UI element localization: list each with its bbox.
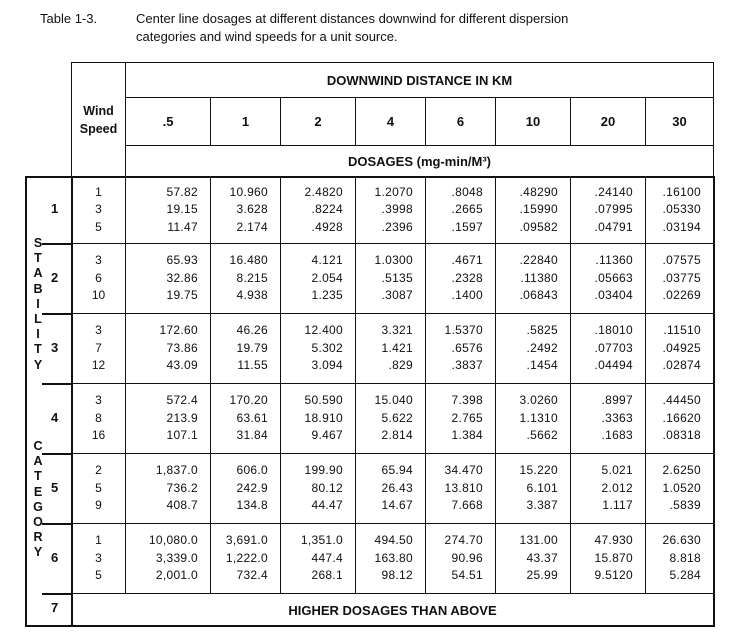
dosage-cell xyxy=(125,243,211,314)
dosage-value: 732.4 xyxy=(236,568,268,583)
dosage-value: .03404 xyxy=(594,288,633,303)
dosage-cell xyxy=(425,176,496,244)
dosage-value: 9.467 xyxy=(311,428,343,443)
dosage-value: 4.121 xyxy=(311,253,343,268)
dosage-value: 1,351.0 xyxy=(300,533,343,548)
dosage-value: 9.5120 xyxy=(594,568,633,583)
dosage-value: 3,339.0 xyxy=(155,550,198,565)
dosage-value: .2328 xyxy=(451,270,483,285)
dosage-value: 274.70 xyxy=(444,533,483,548)
dosage-value: 26.43 xyxy=(381,480,413,495)
category-letter: E xyxy=(33,484,43,499)
stability-label xyxy=(31,236,45,376)
dosage-value: .5839 xyxy=(669,498,701,513)
dosage-value: 5.021 xyxy=(601,463,633,478)
dosage-value: 10,080.0 xyxy=(148,533,198,548)
dosage-cell xyxy=(210,453,281,524)
wind-speed-value: 3 xyxy=(95,393,102,408)
dosage-value: 606.0 xyxy=(236,463,268,478)
dosage-value: 50.590 xyxy=(304,393,343,408)
dosage-value: 2.814 xyxy=(381,428,413,443)
dosage-value: 1.2070 xyxy=(374,184,413,199)
wind-speed-value: 3 xyxy=(95,550,102,565)
dosage-value: .07575 xyxy=(662,253,701,268)
dosage-value: 47.930 xyxy=(594,533,633,548)
dosage-value: 80.12 xyxy=(311,480,343,495)
category-number: 6 xyxy=(51,549,59,565)
dosage-cell xyxy=(570,523,646,594)
caption-line-1: Center line dosages at different distances downwind for different dispersion xyxy=(136,11,569,26)
distance-title: DOWNWIND DISTANCE IN KM xyxy=(125,62,714,98)
dosage-cell xyxy=(570,243,646,314)
dosage-cell xyxy=(125,453,211,524)
wind-speed-cell xyxy=(71,313,126,384)
dosage-cell xyxy=(570,453,646,524)
stability-letter: L xyxy=(34,311,42,326)
category-number: 7 xyxy=(51,600,59,615)
dosage-value: .48290 xyxy=(519,184,558,199)
dosage-value: 15.220 xyxy=(519,463,558,478)
dosage-value: 13.810 xyxy=(444,480,483,495)
wind-speed-value: 5 xyxy=(95,568,102,583)
dosage-cell xyxy=(125,383,211,454)
dosage-value: .5825 xyxy=(526,323,558,338)
dosage-value: .3363 xyxy=(601,410,633,425)
dosage-value: .22840 xyxy=(519,253,558,268)
dosage-cell xyxy=(355,313,426,384)
dosage-value: .04925 xyxy=(662,340,701,355)
distance-col-header: 1 xyxy=(210,97,281,146)
dosage-value: 408.7 xyxy=(166,498,198,513)
dosage-value: 5.284 xyxy=(669,568,701,583)
row-divider xyxy=(42,383,72,385)
wind-speed-cell xyxy=(71,176,126,244)
dosage-value: 3.628 xyxy=(236,202,268,217)
dosage-value: 2.054 xyxy=(311,270,343,285)
wind-speed-value: 1 xyxy=(95,533,102,548)
dosage-value: 1.235 xyxy=(311,288,343,303)
dosage-cell xyxy=(210,243,281,314)
dosage-value: 572.4 xyxy=(166,393,198,408)
dosage-value: 31.84 xyxy=(236,428,268,443)
dosage-cell xyxy=(645,243,714,314)
distance-col-header: 6 xyxy=(425,97,496,146)
wind-speed-label: Wind Speed xyxy=(79,103,118,136)
category-number: 3 xyxy=(51,339,59,355)
dosage-cell xyxy=(570,176,646,244)
dosage-value: 8.818 xyxy=(669,550,701,565)
dosage-value: 43.09 xyxy=(166,358,198,373)
dosage-value: 2.765 xyxy=(451,410,483,425)
category-letter: R xyxy=(33,530,43,545)
dosage-value: 12.400 xyxy=(304,323,343,338)
wind-speed-value: 3 xyxy=(95,253,102,268)
category-letter: O xyxy=(33,514,43,529)
wind-speed-header xyxy=(71,62,126,177)
dosage-value: .06843 xyxy=(519,288,558,303)
dosage-cell xyxy=(495,313,571,384)
distance-col-header: 2 xyxy=(280,97,356,146)
dosage-value: 199.90 xyxy=(304,463,343,478)
stability-letter: T xyxy=(34,251,42,266)
dosage-value: 4.938 xyxy=(236,288,268,303)
stability-letter: I xyxy=(36,327,40,342)
dosage-value: .07995 xyxy=(594,202,633,217)
dosage-cell xyxy=(210,176,281,244)
dosage-value: 172.60 xyxy=(159,323,198,338)
dosage-value: 3.0260 xyxy=(519,393,558,408)
dosage-value: 5.302 xyxy=(311,340,343,355)
dosage-value: 2.174 xyxy=(236,219,268,234)
dosage-cell xyxy=(280,176,356,244)
dosage-value: 46.26 xyxy=(236,323,268,338)
dosage-cell xyxy=(280,243,356,314)
dosage-value: 268.1 xyxy=(311,568,343,583)
dosage-value: .11380 xyxy=(520,270,558,285)
table-caption xyxy=(40,10,720,46)
category-letter: T xyxy=(34,469,42,484)
dosage-value: 213.9 xyxy=(166,410,198,425)
distance-col-header: 20 xyxy=(570,97,646,146)
dosage-value: .1597 xyxy=(451,219,483,234)
dosage-value: 63.61 xyxy=(236,410,268,425)
dosage-cell xyxy=(495,243,571,314)
wind-speed-value: 5 xyxy=(95,480,102,495)
row-divider xyxy=(42,243,72,245)
distance-col-header: 30 xyxy=(645,97,714,146)
dosage-value: 16.480 xyxy=(229,253,268,268)
wind-speed-value: 16 xyxy=(91,428,106,443)
dosage-value: .2492 xyxy=(526,340,558,355)
dosage-value: 7.668 xyxy=(451,498,483,513)
dosage-value: 1.5370 xyxy=(444,323,483,338)
wind-speed-value: 10 xyxy=(91,288,106,303)
dosage-value: 43.37 xyxy=(526,550,558,565)
dosage-cell xyxy=(425,243,496,314)
row-divider xyxy=(42,453,72,455)
dosage-cell xyxy=(425,523,496,594)
dosage-value: 1.117 xyxy=(602,498,633,513)
dosage-cell xyxy=(425,453,496,524)
dosage-value: .24140 xyxy=(594,184,633,199)
wind-speed-value: 2 xyxy=(95,463,102,478)
dosage-cell xyxy=(210,383,281,454)
dosage-value: 107.1 xyxy=(166,428,198,443)
dosage-value: .08318 xyxy=(662,428,701,443)
dosage-value: .02874 xyxy=(662,358,701,373)
dosage-value: 3,691.0 xyxy=(225,533,268,548)
dosage-cell xyxy=(355,453,426,524)
stability-letter: T xyxy=(34,342,42,357)
category-letter: G xyxy=(33,499,43,514)
dosage-value: .07703 xyxy=(594,340,633,355)
dosage-value: 44.47 xyxy=(311,498,343,513)
dosage-value: 26.630 xyxy=(662,533,701,548)
dosage-cell xyxy=(355,176,426,244)
dosage-value: 73.86 xyxy=(166,340,198,355)
dosage-value: 98.12 xyxy=(381,568,413,583)
dosage-cell xyxy=(570,313,646,384)
stability-letter: Y xyxy=(33,357,43,372)
wind-speed-value: 5 xyxy=(95,219,102,234)
higher-dosages-note: HIGHER DOSAGES THAN ABOVE xyxy=(71,593,714,627)
dosage-value: 15.040 xyxy=(374,393,413,408)
row-divider xyxy=(42,313,72,315)
dosage-value: .8997 xyxy=(601,393,633,408)
dosage-value: 131.00 xyxy=(519,533,558,548)
dosage-value: .6576 xyxy=(451,340,483,355)
dosage-value: 3.321 xyxy=(381,323,413,338)
dosage-cell xyxy=(425,313,496,384)
dosage-value: 170.20 xyxy=(229,393,268,408)
dosage-value: .8048 xyxy=(451,184,483,199)
dosage-value: .4671 xyxy=(451,253,483,268)
category-letter: Y xyxy=(33,545,43,560)
distance-col-header: .5 xyxy=(125,97,211,146)
category-number: 4 xyxy=(51,409,59,425)
dosage-cell xyxy=(495,383,571,454)
dosage-value: 1.384 xyxy=(451,428,483,443)
dosage-cell xyxy=(495,523,571,594)
dosage-value: .11360 xyxy=(595,253,633,268)
dosage-value: 57.82 xyxy=(166,184,198,199)
dosage-value: 1,837.0 xyxy=(155,463,198,478)
dosage-value: .2396 xyxy=(381,219,413,234)
dosage-cell xyxy=(280,313,356,384)
dosage-value: .3087 xyxy=(381,288,413,303)
dosage-value: 134.8 xyxy=(236,498,268,513)
distance-col-header: 10 xyxy=(495,97,571,146)
dosage-value: 3.387 xyxy=(526,498,558,513)
table-number: Table 1-3. xyxy=(40,11,98,26)
wind-speed-value: 1 xyxy=(95,184,102,199)
dosage-value: .3837 xyxy=(451,358,483,373)
dosage-value: 11.55 xyxy=(237,358,268,373)
dosage-value: 65.93 xyxy=(166,253,198,268)
dosage-value: 14.67 xyxy=(381,498,413,513)
dosage-value: .8224 xyxy=(311,202,343,217)
wind-speed-value: 7 xyxy=(95,340,102,355)
dosage-value: 2,001.0 xyxy=(155,568,198,583)
caption-line-2: categories and wind speeds for a unit source. xyxy=(136,29,398,44)
dosage-cell xyxy=(645,523,714,594)
dosage-cell xyxy=(280,383,356,454)
dosage-value: 5.622 xyxy=(381,410,413,425)
dosage-value: 15.870 xyxy=(594,550,633,565)
dosage-cell xyxy=(645,453,714,524)
dosage-value: 19.75 xyxy=(166,288,198,303)
dosage-cell xyxy=(645,383,714,454)
dosage-value: .4928 xyxy=(311,219,343,234)
dosage-value: .04791 xyxy=(594,219,633,234)
dosage-cell xyxy=(125,176,211,244)
dosage-value: 736.2 xyxy=(166,480,198,495)
category-number: 1 xyxy=(51,201,59,216)
dosage-value: .16100 xyxy=(662,184,701,199)
category-number: 5 xyxy=(51,479,59,495)
stability-letter: S xyxy=(33,236,43,250)
dosage-cell xyxy=(495,176,571,244)
wind-speed-value: 6 xyxy=(95,270,102,285)
wind-speed-value: 12 xyxy=(91,358,106,373)
row-divider xyxy=(42,593,72,595)
dosage-value: .02269 xyxy=(662,288,701,303)
dosage-value: 447.4 xyxy=(311,550,343,565)
distance-col-header: 4 xyxy=(355,97,426,146)
dosage-value: 19.79 xyxy=(236,340,268,355)
dosage-cell xyxy=(495,453,571,524)
dosage-value: .15990 xyxy=(519,202,558,217)
dosage-value: 6.101 xyxy=(526,480,558,495)
dosage-value: 2.012 xyxy=(601,480,633,495)
stability-letter: B xyxy=(33,281,43,296)
dosage-value: .18010 xyxy=(594,323,633,338)
dosage-cell xyxy=(280,453,356,524)
dosage-value: 65.94 xyxy=(381,463,413,478)
dosage-cell xyxy=(570,383,646,454)
dosage-cell xyxy=(280,523,356,594)
dosage-value: 10.960 xyxy=(229,184,268,199)
dosage-value: .2665 xyxy=(451,202,483,217)
wind-speed-value: 3 xyxy=(95,202,102,217)
dosage-value: 2.6250 xyxy=(662,463,701,478)
dosage-value: 19.15 xyxy=(166,202,198,217)
dosage-value: 3.094 xyxy=(311,358,343,373)
wind-speed-value: 8 xyxy=(95,410,102,425)
dosage-value: 7.398 xyxy=(451,393,483,408)
category-label xyxy=(31,439,45,569)
dosage-value: .1400 xyxy=(451,288,483,303)
dosage-value: .03194 xyxy=(662,219,701,234)
dosage-value: 11.47 xyxy=(167,219,198,234)
dosage-value: 163.80 xyxy=(374,550,413,565)
dosage-value: .1454 xyxy=(526,358,558,373)
stability-letter: I xyxy=(36,296,40,311)
dosage-value: .16620 xyxy=(662,410,701,425)
dosage-value: 54.51 xyxy=(451,568,483,583)
dosage-cell xyxy=(645,313,714,384)
dosage-value: 1.1310 xyxy=(519,410,558,425)
dosage-value: .3998 xyxy=(381,202,413,217)
dosage-value: .05663 xyxy=(594,270,633,285)
dosage-value: 32.86 xyxy=(166,270,198,285)
dosage-cell xyxy=(355,383,426,454)
row-divider xyxy=(42,523,72,525)
wind-speed-cell xyxy=(71,453,126,524)
stability-letter: A xyxy=(33,266,43,281)
dosage-value: 1.0520 xyxy=(662,480,701,495)
wind-speed-value: 9 xyxy=(95,498,102,513)
dosage-value: .5135 xyxy=(381,270,413,285)
dosage-value: 25.99 xyxy=(526,568,558,583)
dosage-value: 494.50 xyxy=(374,533,413,548)
dosage-cell xyxy=(210,523,281,594)
dosage-value: 242.9 xyxy=(236,480,268,495)
dosage-value: 1,222.0 xyxy=(225,550,268,565)
wind-speed-cell xyxy=(71,383,126,454)
dosage-value: 8.215 xyxy=(236,270,268,285)
dosage-cell xyxy=(355,523,426,594)
wind-speed-cell xyxy=(71,243,126,314)
dosage-cell xyxy=(645,176,714,244)
dosage-cell xyxy=(355,243,426,314)
category-letter: C xyxy=(33,439,43,453)
dosage-value: .03775 xyxy=(662,270,701,285)
dosage-value: .05330 xyxy=(662,202,701,217)
category-letter: A xyxy=(33,454,43,469)
dosage-value: .5662 xyxy=(526,428,558,443)
dosage-value: 34.470 xyxy=(444,463,483,478)
dosage-cell xyxy=(125,523,211,594)
dosage-value: .1683 xyxy=(601,428,633,443)
dosage-cell xyxy=(425,383,496,454)
dosage-cell xyxy=(210,313,281,384)
dosage-value: .11510 xyxy=(663,323,701,338)
dosage-value: .09582 xyxy=(519,219,558,234)
wind-speed-value: 3 xyxy=(95,323,102,338)
dosage-cell xyxy=(125,313,211,384)
dosage-value: 1.0300 xyxy=(374,253,413,268)
dosage-value: 1.421 xyxy=(381,340,413,355)
wind-speed-cell xyxy=(71,523,126,594)
dosage-value: 90.96 xyxy=(451,550,483,565)
units-header: DOSAGES (mg-min/M³) xyxy=(125,145,714,177)
category-number: 2 xyxy=(51,269,59,285)
dosage-value: 2.4820 xyxy=(304,184,343,199)
dosage-value: .44450 xyxy=(662,393,701,408)
dosage-value: .04494 xyxy=(594,358,633,373)
dosage-value: .829 xyxy=(388,358,413,373)
dosage-value: 18.910 xyxy=(304,410,343,425)
